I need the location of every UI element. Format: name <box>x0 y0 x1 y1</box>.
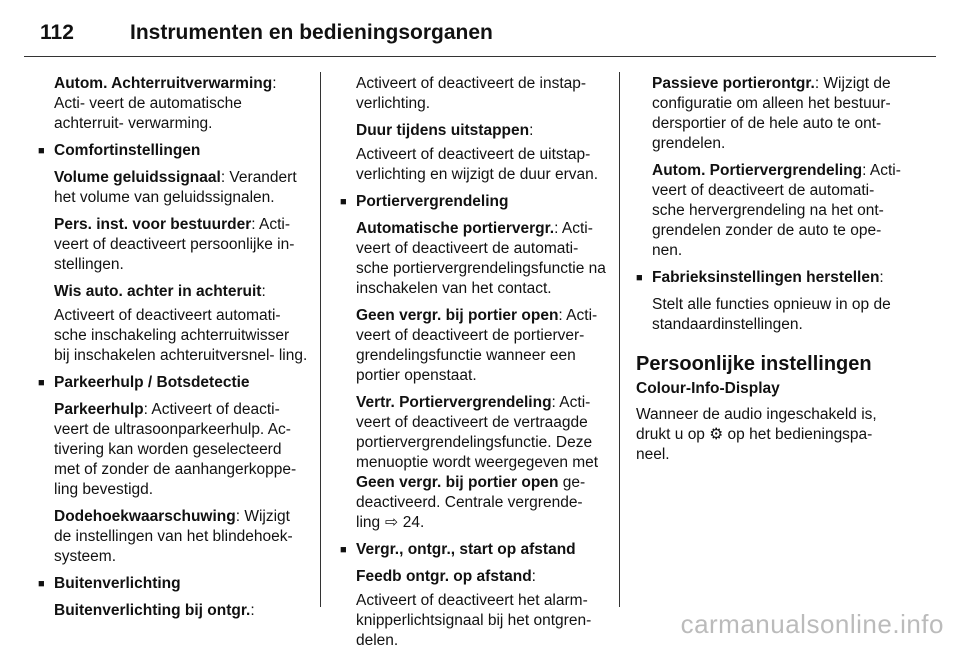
paragraph <box>54 601 308 621</box>
bullet-heading: Comfortinstellingen <box>54 142 201 159</box>
text: : <box>879 269 884 286</box>
paragraph <box>636 405 906 465</box>
term: Geen vergr. bij portier open <box>356 307 559 324</box>
text: ge- deactiveerd. Centrale vergrende- ling <box>356 474 586 531</box>
text: : Acti- veert of deactiveert de vertraagde portiervergrendelingsfunctie. Deze menuoptie wordt weergegeven met <box>356 394 599 471</box>
paragraph <box>54 215 308 275</box>
column-divider-2 <box>619 72 620 607</box>
section-heading: Persoonlijke instellingen <box>636 353 872 375</box>
bullet-heading: Portiervergrendeling <box>356 193 509 210</box>
paragraph <box>356 567 608 587</box>
page-header <box>24 6 936 60</box>
paragraph <box>356 219 608 299</box>
bullet-item <box>636 268 906 288</box>
paragraph <box>356 121 608 141</box>
header-rule <box>24 56 936 57</box>
term: Autom. Achterruitverwarming <box>54 75 273 92</box>
page-reference[interactable]: 24. <box>402 514 425 531</box>
term: Autom. Portiervergrendeling <box>652 162 863 179</box>
term: Passieve portierontgr. <box>652 75 815 92</box>
column-3 <box>636 74 906 472</box>
page-number: 112 <box>40 21 74 44</box>
term: Wis auto. achter in achteruit <box>54 283 262 300</box>
bullet-item <box>38 373 308 393</box>
paragraph: Activeert of deactiveert het alarm- knipperlichtsignaal bij het ontgren- delen. <box>356 592 592 649</box>
paragraph <box>54 168 308 208</box>
term: Duur tijdens uitstappen <box>356 122 530 139</box>
page-title: Instrumenten en bedieningsorganen <box>130 21 493 44</box>
paragraph: Activeert of deactiveert de uitstap- verlichting en wijzigt de duur ervan. <box>356 146 599 183</box>
paragraph: Activeert of deactiveert de instap- verlichting. <box>356 75 587 112</box>
term: Volume geluidssignaal <box>54 169 221 186</box>
term: Vertr. Portiervergrendeling <box>356 394 552 411</box>
text: op het bedieningspa- neel. <box>636 426 873 463</box>
settings-button-icon: ⚙ <box>709 426 724 443</box>
paragraph <box>54 282 308 302</box>
paragraph: Stelt alle functies opnieuw in op de standaardinstellingen. <box>652 296 891 333</box>
column-1 <box>38 74 308 628</box>
text: : Wijzigt de instellingen van het blindehoek- systeem. <box>54 508 293 565</box>
bullet-item <box>38 574 308 594</box>
column-2 <box>340 74 608 658</box>
text: : Wijzigt de configuratie om alleen het bestuur- dersportier of de hele auto te ont- grendelen. <box>652 75 891 152</box>
paragraph <box>356 393 608 533</box>
text: : Acti- veert of deactiveert de portierver- grendelingsfunctie wanneer een portier openstaat. <box>356 307 598 384</box>
paragraph <box>54 400 308 500</box>
watermark: carmanualsonline.info <box>680 609 944 639</box>
term: Parkeerhulp <box>54 401 144 418</box>
text: : Verandert het volume van geluidssignalen. <box>54 169 297 206</box>
bullet-item <box>340 540 608 560</box>
term: Dodehoekwaarschuwing <box>54 508 236 525</box>
bullet-heading: Fabrieksinstellingen herstellen <box>652 269 880 286</box>
term: Automatische portiervergr. <box>356 220 555 237</box>
bullet-item <box>340 192 608 212</box>
text: : <box>531 568 536 585</box>
text: : <box>261 283 266 300</box>
text: Wanneer de audio ingeschakeld is, drukt u op <box>636 406 877 443</box>
term: Geen vergr. bij portier open <box>356 474 559 491</box>
bullet-item <box>38 141 308 161</box>
term: Feedb ontgr. op afstand <box>356 568 532 585</box>
text: : <box>529 122 534 139</box>
paragraph: Activeert of deactiveert automati- sche inschakeling achterruitwisser bij inschakelen achteruitversnel- ling. <box>54 307 308 364</box>
paragraph <box>54 74 308 134</box>
text: : Acti- veert of deactiveert de automati- sche portiervergrendelingsfunctie na inschakelen van het contact. <box>356 220 606 297</box>
paragraph <box>652 74 906 154</box>
paragraph <box>652 161 906 261</box>
subsection-heading: Colour-Info-Display <box>636 380 780 397</box>
bullet-heading: Buitenverlichting <box>54 575 181 592</box>
paragraph <box>356 306 608 386</box>
page-reference-arrow-icon: ⇨ <box>384 514 398 531</box>
term: Buitenverlichting bij ontgr. <box>54 602 251 619</box>
term: Pers. inst. voor bestuurder <box>54 216 252 233</box>
text: : Acti- veert of deactiveert de automati- sche hervergrendeling na het ont- grendelen zonder de auto te ope- nen. <box>652 162 901 259</box>
bullet-heading: Vergr., ontgr., start op afstand <box>356 541 576 558</box>
text: : Activeert of deacti- veert de ultrasoonparkeerhulp. Ac- tivering kan worden geselecteerd met of zonder de aanhangerkoppe- ling bevestigd. <box>54 401 297 498</box>
text: : <box>250 602 255 619</box>
paragraph <box>54 507 308 567</box>
column-divider-1 <box>320 72 321 607</box>
text: : Acti- veert de automatische achterruit- verwarming. <box>54 75 277 132</box>
text: : Acti- veert of deactiveert persoonlijke in- stellingen. <box>54 216 295 273</box>
bullet-heading: Parkeerhulp / Botsdetectie <box>54 374 250 391</box>
